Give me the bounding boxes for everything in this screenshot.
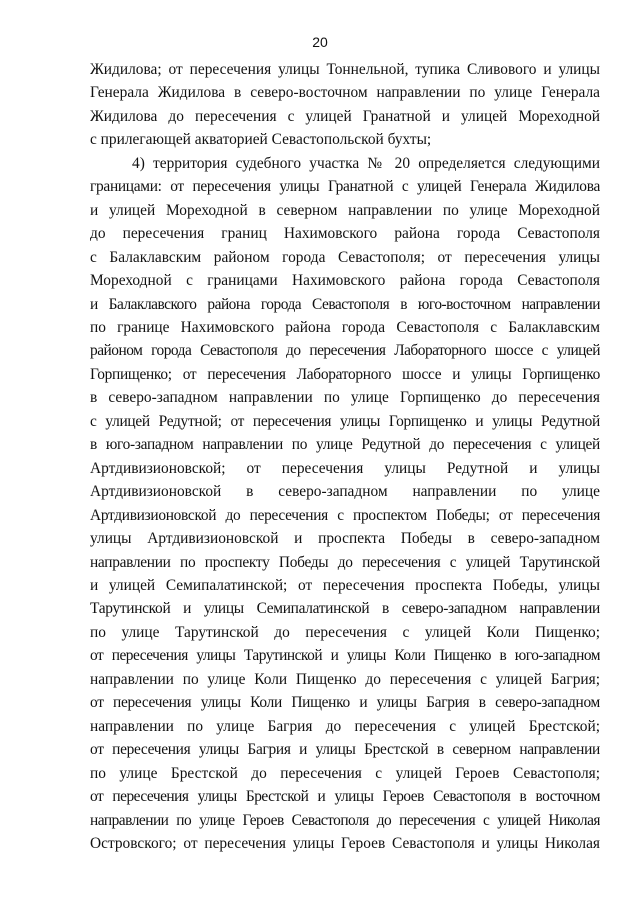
text-line: до пересечения границ Нахимовского района города Севастополя: [90, 225, 600, 243]
text-line: направлении по улице Героев Севастополя до пересечения с улицей Николая: [90, 811, 600, 829]
text-line: и Балаклавского района города Севастополя в юго-восточном направлении: [90, 295, 600, 313]
text-line: Артдивизионовской до пересечения с проспектом Победы; от пересечения: [90, 506, 600, 524]
text-line: от пересечения улицы Коли Пищенко и улицы Багрия в северо-западном: [90, 694, 600, 712]
text-line: по улице Брестской до пересечения с улицей Героев Севастополя;: [90, 764, 600, 782]
text-line: по границе Нахимовского района города Севастополя с Балаклавским: [90, 318, 600, 336]
text-line: Мореходной с границами Нахимовского района города Севастополя: [90, 272, 600, 290]
text-line: от пересечения улицы Тарутинской и улицы Коли Пищенко в юго-западном: [90, 647, 600, 665]
text-line: районом города Севастополя до пересечения Лабораторного шоссе с улицей: [90, 342, 600, 360]
text-line: и улицей Мореходной в северном направлении по улице Мореходной: [90, 201, 600, 219]
text-line: от пересечения улицы Багрия и улицы Брестской в северном направлении: [90, 741, 600, 759]
page-number: 20: [312, 34, 328, 50]
text-line: Островского; от пересечения улицы Героев Севастополя и улицы Николая: [90, 834, 600, 852]
text-line: Жидилова; от пересечения улицы Тоннельной, тупика Сливового и улицы: [90, 61, 600, 78]
text-line: в северо-западном направлении по улице Горпищенко до пересечения: [90, 389, 600, 407]
text-line: направлении по улице Коли Пищенко до пересечения с улицей Багрия;: [90, 670, 600, 688]
text-line: с Балаклавским районом города Севастополя; от пересечения улицы: [90, 248, 600, 266]
text-line: с прилегающей акваторией Севастопольской бухты;: [90, 131, 432, 149]
text-line: Горпищенко; от пересечения Лабораторного шоссе и улицы Горпищенко: [90, 365, 600, 383]
text-line: и улицей Семипалатинской; от пересечения проспекта Победы, улицы: [90, 576, 600, 594]
text-line: от пересечения улицы Брестской и улицы Героев Севастополя в восточном: [90, 788, 600, 806]
text-line: Артдивизионовской; от пересечения улицы Редутной и улицы: [90, 459, 600, 477]
text-line: Жидилова до пересечения с улицей Гранатной и улицей Мореходной: [90, 107, 600, 125]
text-line: направлении по проспекту Победы до пересечения с улицей Тарутинской: [90, 553, 600, 571]
text-line: 4) территория судебного участка № 20 определяется следующими: [132, 154, 600, 172]
text-line: по улице Тарутинской до пересечения с улицей Коли Пищенко;: [90, 623, 600, 641]
text-line: в юго-западном направлении по улице Редутной до пересечения с улицей: [90, 436, 600, 454]
document-body: [90, 58, 600, 855]
text-line: границами: от пересечения улицы Гранатной с улицей Генерала Жидилова: [90, 178, 600, 196]
text-line: Артдивизионовской в северо-западном направлении по улице: [90, 483, 600, 501]
text-line: с улицей Редутной; от пересечения улицы Горпищенко и улицы Редутной: [90, 412, 600, 430]
text-line: Генерала Жидилова в северо-восточном направлении по улице Генерала: [90, 84, 600, 102]
text-line: Тарутинской и улицы Семипалатинской в северо-западном направлении: [90, 600, 600, 618]
text-line: улицы Артдивизионовской и проспекта Победы в северо-западном: [90, 530, 600, 548]
text-line: направлении по улице Багрия до пересечения с улицей Брестской;: [90, 717, 600, 735]
